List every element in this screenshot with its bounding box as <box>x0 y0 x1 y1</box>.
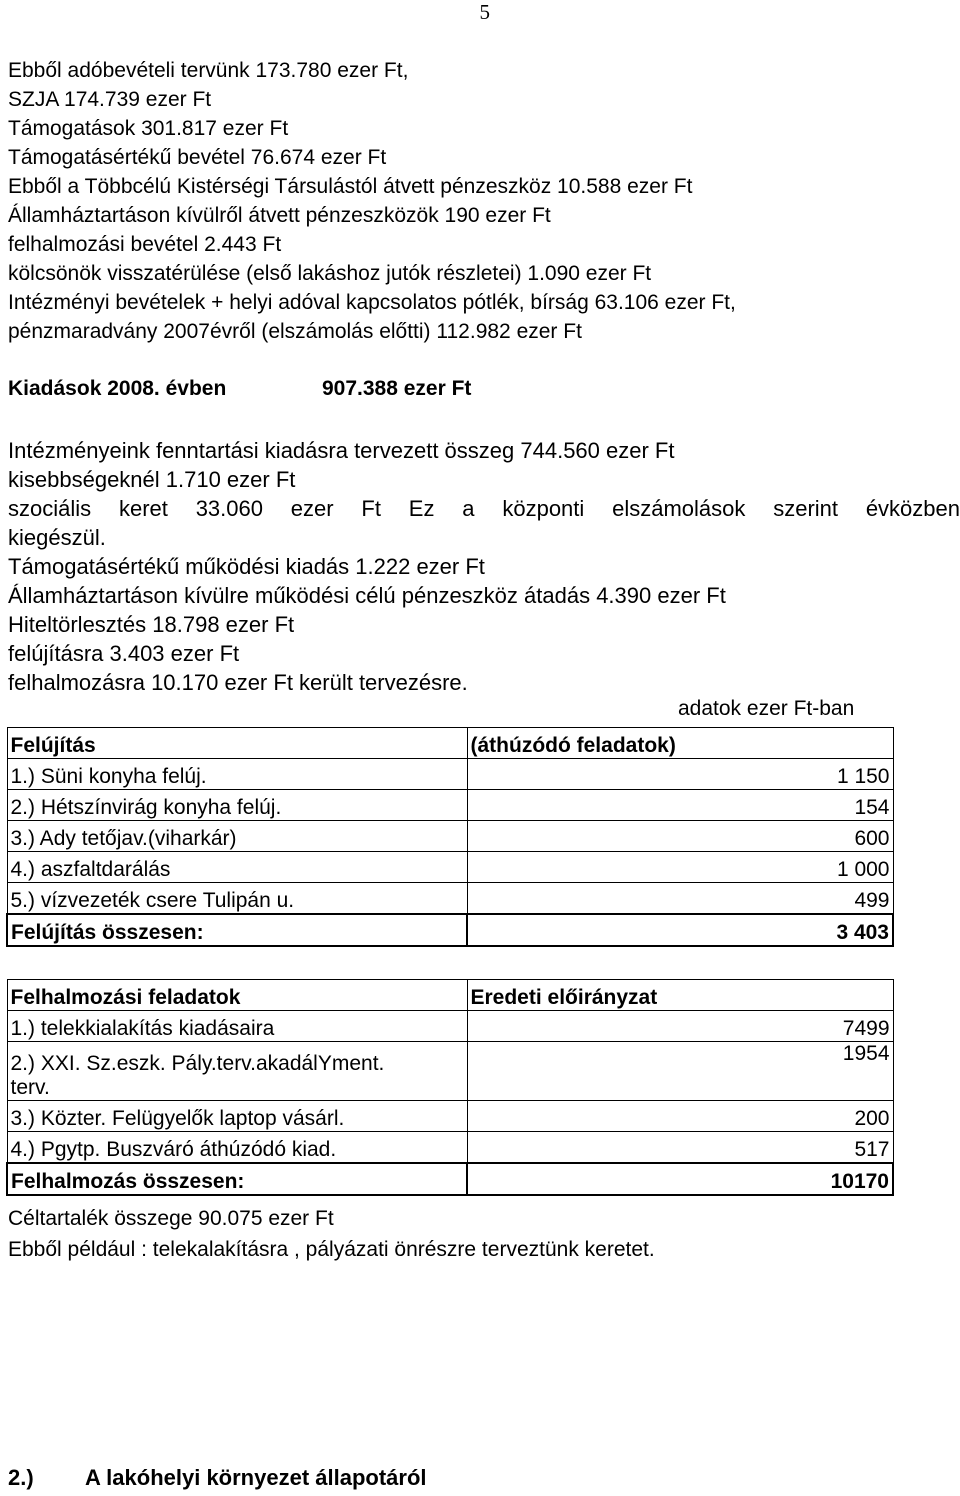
row-label: 3.) Közter. Felügyelők laptop vásárl. <box>7 1101 467 1132</box>
row-value: 1954 <box>467 1042 893 1101</box>
word: keret <box>118 496 168 521</box>
word: szociális <box>8 496 92 521</box>
word: évközben <box>865 496 960 521</box>
reserve-line: Céltartalék összege 90.075 ezer Ft <box>8 1207 334 1230</box>
word: a <box>462 496 475 521</box>
expenses-label: Kiadások 2008. évben <box>8 377 227 400</box>
units-note: adatok ezer Ft-ban <box>678 697 855 720</box>
row-value: 499 <box>467 883 893 915</box>
row-label: 3.) Ady tetőjav.(viharkár) <box>7 821 467 852</box>
income-line: Államháztartáson kívülről átvett pénzeszközök 190 ezer Ft <box>8 204 551 227</box>
income-line: Ebből a Többcélú Kistérségi Társulástól átvett pénzeszköz 10.588 ezer Ft <box>8 175 693 198</box>
table-row <box>7 790 893 821</box>
row-label <box>7 1042 467 1101</box>
word: ezer <box>290 496 334 521</box>
page-number: 5 <box>479 0 490 24</box>
total-value: 3 403 <box>467 914 893 946</box>
total-label: Felújítás összesen: <box>7 914 467 946</box>
expense-line-justified <box>8 494 960 523</box>
row-label-line: terv. <box>10 1076 50 1099</box>
word: szerint <box>773 496 838 521</box>
expenses-amount: 907.388 ezer Ft <box>322 377 472 400</box>
table-row <box>7 852 893 883</box>
row-value: 7499 <box>467 1011 893 1042</box>
row-label: 5.) vízvezeték csere Tulipán u. <box>7 883 467 915</box>
word: 33.060 <box>195 496 263 521</box>
total-value: 10170 <box>467 1163 893 1195</box>
expense-line: felhalmozásra 10.170 ezer Ft került tervezésre. <box>8 670 468 695</box>
expense-line: kisebbségeknél 1.710 ezer Ft <box>8 467 296 492</box>
table-row <box>7 883 893 915</box>
table-row <box>7 1011 893 1042</box>
table-header-row <box>7 980 893 1011</box>
row-value: 1 150 <box>467 759 893 790</box>
row-label: 4.) Pgytp. Buszváró áthúzódó kiad. <box>7 1132 467 1164</box>
section-number: 2.) <box>8 1465 34 1490</box>
word: Ez <box>408 496 435 521</box>
word: elszámolások <box>612 496 746 521</box>
header-cell: (áthúzódó feladatok) <box>467 728 893 759</box>
row-label: 1.) telekkialakítás kiadásaira <box>7 1011 467 1042</box>
section-title: A lakóhelyi környezet állapotáról <box>85 1465 427 1490</box>
expense-line: felújításra 3.403 ezer Ft <box>8 641 240 666</box>
row-value: 154 <box>467 790 893 821</box>
total-label: Felhalmozás összesen: <box>7 1163 467 1195</box>
income-line: Támogatásértékű bevétel 76.674 ezer Ft <box>8 146 387 169</box>
income-line: Intézményi bevételek + helyi adóval kapcsolatos pótlék, bírság 63.106 ezer Ft, <box>8 291 736 314</box>
income-line: pénzmaradvány 2007évről (elszámolás előtti) 112.982 ezer Ft <box>8 320 582 343</box>
renovation-table <box>6 727 894 947</box>
table-header-row <box>7 728 893 759</box>
expense-line: Intézményeink fenntartási kiadásra tervezett összeg 744.560 ezer Ft <box>8 438 675 463</box>
income-line: kölcsönök visszatérülése (első lakáshoz jutók részletei) 1.090 ezer Ft <box>8 262 652 285</box>
header-cell: Felújítás <box>7 728 467 759</box>
table-total-row <box>7 1163 893 1195</box>
row-value: 600 <box>467 821 893 852</box>
row-label: 4.) aszfaltdarálás <box>7 852 467 883</box>
investment-table <box>6 979 894 1196</box>
row-value: 1 000 <box>467 852 893 883</box>
reserve-notes <box>8 1203 655 1265</box>
income-summary <box>8 56 736 346</box>
income-line: Ebből adóbevételi tervünk 173.780 ezer Ft, <box>8 59 409 82</box>
table-row <box>7 759 893 790</box>
income-line: Támogatások 301.817 ezer Ft <box>8 117 289 140</box>
section-heading <box>8 1465 427 1491</box>
table-total-row <box>7 914 893 946</box>
expense-line: Támogatásértékű működési kiadás 1.222 ezer Ft <box>8 554 485 579</box>
table-row <box>7 1101 893 1132</box>
word: központi <box>502 496 585 521</box>
table-row <box>7 1042 893 1101</box>
row-label: 2.) Hétszínvirág konyha felúj. <box>7 790 467 821</box>
header-cell: Eredeti előirányzat <box>467 980 893 1011</box>
table-row <box>7 821 893 852</box>
reserve-line: Ebből például : telekalakításra , pályázati önrészre terveztünk keretet. <box>8 1238 655 1261</box>
row-value: 517 <box>467 1132 893 1164</box>
income-line: SZJA 174.739 ezer Ft <box>8 88 212 111</box>
row-label-line: 2.) XXI. Sz.eszk. Pály.terv.akadálYment. <box>10 1052 385 1075</box>
expense-line: kiegészül. <box>8 525 106 550</box>
expense-line: Államháztartáson kívülre működési célú pénzeszköz átadás 4.390 ezer Ft <box>8 583 726 608</box>
expenses-heading <box>8 377 472 401</box>
row-label: 1.) Süni konyha felúj. <box>7 759 467 790</box>
income-line: felhalmozási bevétel 2.443 Ft <box>8 233 282 256</box>
header-cell: Felhalmozási feladatok <box>7 980 467 1011</box>
expense-details <box>8 436 960 697</box>
table-row <box>7 1132 893 1164</box>
row-value: 200 <box>467 1101 893 1132</box>
word: Ft <box>361 496 381 521</box>
expense-line: Hiteltörlesztés 18.798 ezer Ft <box>8 612 295 637</box>
